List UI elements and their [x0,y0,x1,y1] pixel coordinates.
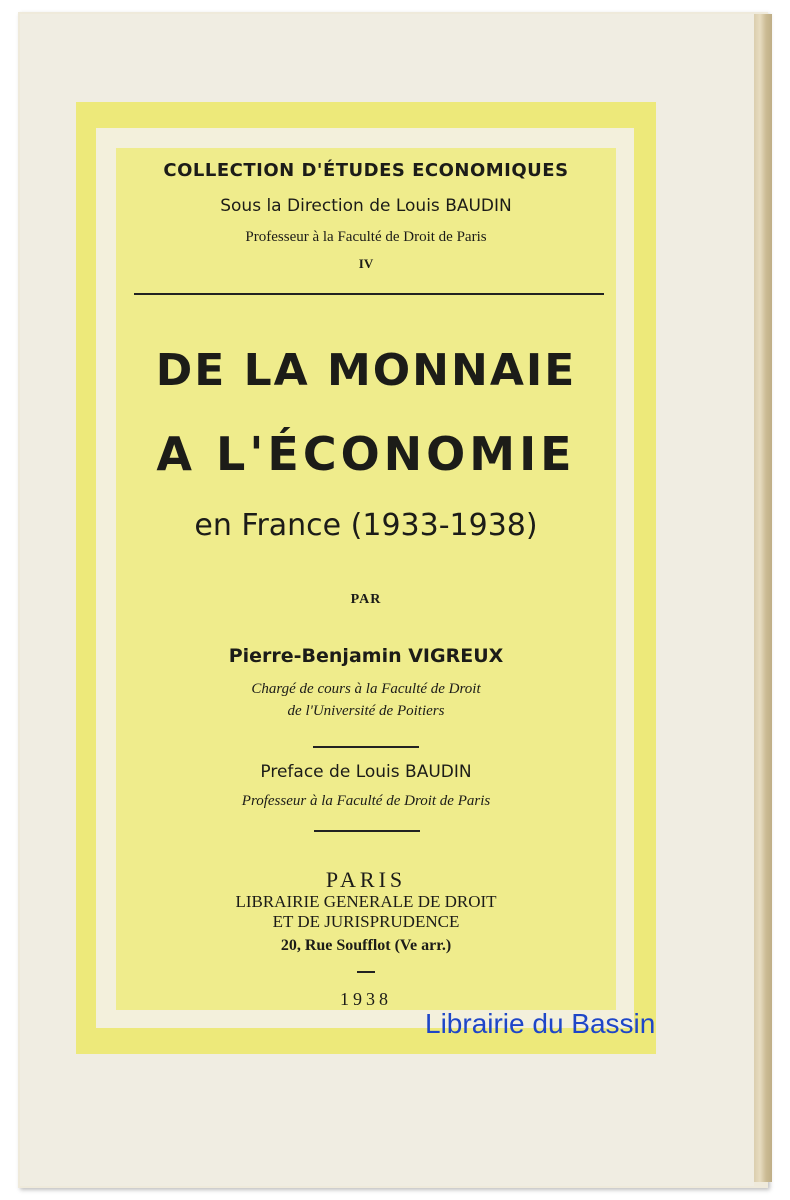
middle-divider-1 [313,746,419,748]
book-page-edges [752,14,772,1182]
by-label: PAR [350,592,382,607]
book-title-line-1: DE LA MONNAIE [155,345,577,396]
author-role-line-1: Chargé de cours à la Faculté de Droit [251,681,481,697]
publisher-name-line-2: ET DE JURISPRUDENCE [272,912,460,931]
publisher-name-line-1: LIBRAIRIE GENERALE DE DROIT [235,892,497,911]
top-divider [134,293,604,295]
bookseller-watermark: Librairie du Bassin [425,1008,656,1039]
series-direction: Sous la Direction de Louis BAUDIN [220,196,512,216]
series-professor: Professeur à la Faculté de Droit de Paris [245,229,487,245]
preface-credit: Preface de Louis BAUDIN [260,762,472,782]
book-subtitle: en France (1933-1938) [194,508,538,543]
author-name: Pierre-Benjamin VIGREUX [228,645,504,667]
year-dash [357,971,375,973]
preface-role: Professeur à la Faculté de Droit de Paris [241,793,491,809]
book-title-line-2: A L'ÉCONOMIE [156,427,576,481]
series-title: COLLECTION D'ÉTUDES ECONOMIQUES [163,160,569,181]
publisher-address: 20, Rue Soufflot (Ve arr.) [280,937,452,954]
publisher-city: PARIS [325,867,407,892]
publication-year: 1938 [340,989,392,1009]
series-volume: IV [358,256,374,271]
middle-divider-2 [314,830,420,832]
author-role-line-2: de l'Université de Poitiers [287,703,445,719]
